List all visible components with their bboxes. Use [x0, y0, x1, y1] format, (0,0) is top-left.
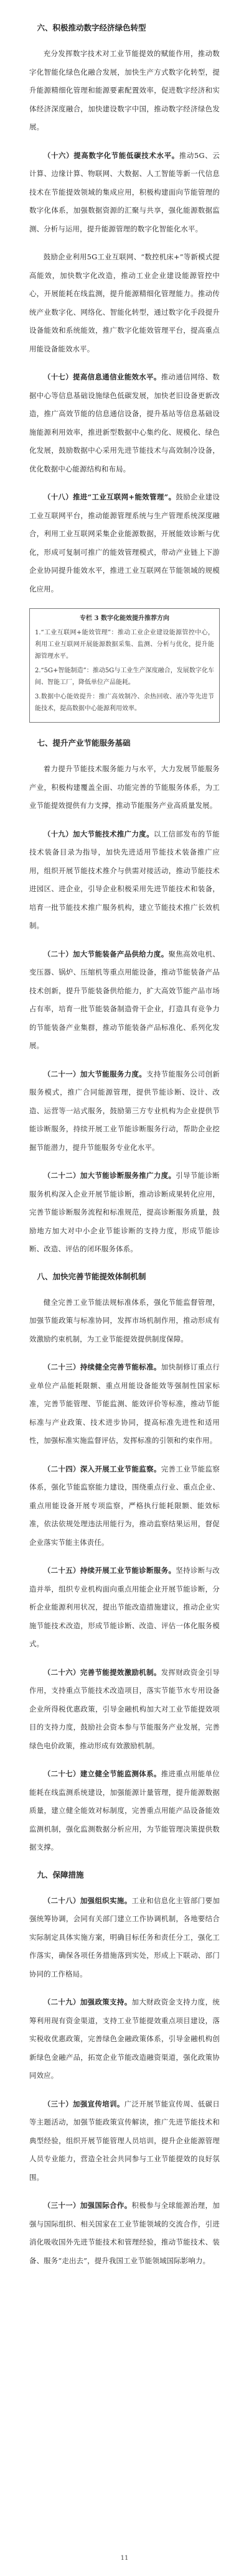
body-paragraph: [29, 1167, 220, 1259]
section-heading: 六、积极推动数字经济绿色转型: [37, 23, 146, 32]
feature-box-item: 2.“5G+智能制造”：推动5G与工业生产深度融合，发展数字化车间、智能工厂，降低单位产品能耗。: [35, 667, 214, 686]
paragraph-lead: （二十六）完善节能提效激励机制。: [43, 1667, 161, 1677]
paragraph-text: 推动通信网络、数据中心等信息基础设施绿色低碳发展，加快老旧设备更新改造，推广高效节能的信息通信设备，提升基站等信息基础设施能源利用效率，推进新型数据中心集约化、规模化、绿色化发展，鼓励数据中心采用先进节能技术与高效制冷设备，优化数据中心能源结构和布局。: [29, 373, 220, 473]
paragraph-text: 以工信部发布的节能技术装备目录为指导，加快先进适用节能技术装备推广应用，组织开展节能技术推介与供需对接活动，推动节能技术进园区、进企业，引导企业积极采用先进节能技术和装备，培育一批节能技术推广服务机构，建立节能技术推广长效机制。: [29, 829, 220, 930]
paragraph-lead: （二十四）深入开展工业节能监察。: [43, 1464, 161, 1473]
body-paragraph: [29, 2197, 220, 2270]
paragraph-text: 加快制修订重点行业单位产品能耗限额、重点用能设备能效等强制性国家标准，完善节能管理、节能监测、能效评价等标准，推动节能标准与产业政策、技术进步协同，提高标准先进性和适用性，加强标准实施监督评估，发挥标准的引领和约束作用。: [29, 1363, 220, 1445]
paragraph-text: 鼓励企业利用5G工业互联网、“数控机床+”等新模式提高能效，加快数字化改造，推动工业企业建设能源管控中心，开展能耗在线监测，提升能源精细化管理能力。推动传统产业数字化、网络化、智能化转型，通过数字化手段提升设备能效和系统能效，推广数字化能效管理平台，提高重点用能设备能效水平。: [29, 253, 220, 353]
section-heading: 九、保障措施: [37, 1869, 84, 1879]
paragraph-text: 鼓励企业建设工业互联网平台，推动能源管理系统与生产管理系统深度融合，利用工业互联网采集企业能源数据，开展能效诊断与优化，形成可复制可推广的能效管理模式，带动产业链上下游企业协同提升能效水平，推进工业互联网在节能领域的规模化应用。: [29, 493, 220, 593]
paragraph-lead: （二十二）加大节能诊断服务推广力度。: [43, 1171, 176, 1180]
paragraph-lead: （十六）提高数字化节能低碳技术水平。: [43, 151, 179, 160]
body-paragraph: [29, 45, 220, 137]
feature-box: [29, 608, 220, 723]
paragraph-text: 充分发挥数字技术对工业节能提效的赋能作用，推动数字化智能化绿色化融合发展，加快生产方式数字化转型，提升能源精细化管理和能源要素配置效率，促进数字经济和实体经济深度融合，加快建设数字中国，推动数字经济绿色发展。: [29, 49, 220, 131]
paragraph-text: 支持节能服务公司创新服务模式，推广合同能源管理，提供节能诊断、设计、改造、运营等一站式服务，鼓励第三方专业机构为企业提供节能诊断服务，持续开展工业节能诊断服务行动，帮助企业挖掘节能潜力，提升节能服务专业化水平。: [29, 1069, 220, 1152]
paragraph-text: 发挥财政资金引导作用，支持重点节能技术改造项目，落实节能节水专用设备企业所得税优惠政策，引导金融机构加大对工业节能提效项目的支持力度，鼓励社会资本参与节能服务产业发展，完善绿色电价政策，推动形成有效激励机制。: [29, 1667, 220, 1750]
paragraph-lead: （二十三）持续健全完善节能标准。: [43, 1363, 161, 1371]
paragraph-lead: （十九）加大节能技术推广力度。: [43, 829, 154, 838]
paragraph-lead: （三十）加强宣传培训。: [43, 2099, 125, 2108]
paragraph-text: 推动5G、云计算、边缘计算、物联网、大数据、人工智能等新一代信息技术在节能提效领域的集成应用，积极构建面向节能管理的数字化体系，加强数据资源的汇聚与共享，强化能源数据监测、分析与运用，提升能源管理的数字化智能化水平。: [29, 151, 220, 233]
paragraph-lead: （二十八）加强组织实施。: [43, 1896, 132, 1905]
document-content: [29, 14, 220, 2280]
body-paragraph: [29, 1562, 220, 1654]
body-paragraph: [29, 825, 220, 935]
paragraph-lead: （二十五）持续开展工业节能诊断服务。: [43, 1566, 176, 1575]
paragraph-text: 坚持诊断与改造并举，组织专业机构面向重点用能企业开展节能诊断，分析企业能源利用状况，提出节能改造措施建议，推动企业实施节能技术改造，形成节能诊断、改造、评估一体化服务模式。: [29, 1566, 220, 1648]
body-paragraph: [29, 1993, 220, 2085]
paragraph-lead: （二十一）加大节能服务力度。: [43, 1069, 147, 1078]
paragraph-lead: （十七）提高信息通信业能效水平。: [43, 373, 161, 381]
body-paragraph: [29, 248, 220, 358]
body-paragraph: [29, 1664, 220, 1756]
feature-box-item: 1.“工业互联网+能效管理”：推动工业企业建设能源管控中心，利用工业互联网开展能源数据采集、监测、分析与优化，提升能源管理水平。: [35, 629, 214, 660]
paragraph-text: 引导节能诊断服务机构深入企业开展节能诊断，推动诊断成果转化应用，完善节能诊断服务流程和标准规范，提高诊断服务质量，鼓励地方加大对中小企业节能诊断的支持力度，形成节能诊断、改造、评估的闭环服务体系。: [29, 1171, 220, 1253]
paragraph-text: 健全完善工业节能法规标准体系，强化节能监督管理，加强节能政策与标准协同，发挥市场机制作用，推动形成有效激励约束机制，为工业节能提效提供制度保障。: [29, 1297, 220, 1343]
paragraph-lead: （二十）加大节能装备产品供给力度。: [43, 949, 169, 958]
paragraph-lead: （二十九）加强政策支持。: [43, 1998, 132, 2006]
body-paragraph: [29, 147, 220, 239]
paragraph-lead: （三十一）加强国际合作。: [43, 2201, 132, 2210]
paragraph-text: 着力提升节能技术服务能力与水平，大力发展节能服务产业，积极构建覆盖全面、功能完善的节能服务体系，为工业节能提效提供有力支撑，推动节能服务产业高质量发展。: [29, 764, 220, 810]
body-paragraph: [29, 368, 220, 478]
body-paragraph: [29, 1294, 220, 1349]
section-heading: 八、加快完善节能提效体制机制: [37, 1271, 146, 1281]
body-paragraph: [29, 760, 220, 815]
paragraph-text: 工业和信息化主管部门要加强统筹协调，会同有关部门建立工作协调机制，各地要结合实际制定具体实施方案，明确目标任务和责任分工，强化工作落实，确保各项任务措施落到实处，形成上下联动、部门协同的工作格局。: [29, 1896, 220, 1978]
feature-box-item: 3.数据中心能效提升：推广高效制冷、余热回收、液冷等先进节能技术，提高数据中心能源利用效率。: [35, 693, 214, 712]
paragraph-lead: （十八）推进“工业互联网+能效管理”。: [43, 493, 176, 501]
section-heading: 七、提升产业节能服务基础: [37, 738, 131, 748]
body-paragraph: [29, 2095, 220, 2187]
paragraph-text: 广泛开展节能宣传周、低碳日等主题活动，加强节能政策宣传解读，推广先进节能技术和典型经验，组织开展节能管理人员培训，提升企业能源管理人员专业能力，营造全社会共同参与工业节能提效的良好氛围。: [29, 2099, 220, 2182]
body-paragraph: [29, 1765, 220, 1857]
body-paragraph: [29, 1892, 220, 1984]
paragraph-text: 聚焦高效电机、变压器、锅炉、压缩机等重点用能设备，推动节能装备产品技术创新，提升节能装备供给能力，扩大高效节能产品市场占有率，培育一批节能装备制造骨干企业，打造具有竞争力的节能装备产业集群，推动节能装备产品标准化、系列化发展。: [29, 949, 220, 1050]
paragraph-lead: （二十七）建立健全节能监测体系。: [43, 1769, 161, 1778]
paragraph-text: 加大财政资金支持力度，统筹利用现有资金渠道，支持工业节能提效重点项目建设，落实税收优惠政策，完善绿色金融政策体系，引导金融机构创新绿色金融产品，拓宽企业节能改造融资渠道，强化政策协同效应。: [29, 1998, 220, 2080]
body-paragraph: [29, 1358, 220, 1450]
paragraph-text: 积极参与全球能源治理，加强与国际组织、相关国家在工业节能领域的交流合作，引进消化吸收国外先进节能技术和管理经验，推动节能技术、装备、服务“走出去”，提升我国工业节能领域国际影响力。: [29, 2201, 220, 2265]
feature-box-title: 专栏 3 数字化能效提升推荐方向: [80, 615, 169, 622]
page-number: 11: [120, 2555, 129, 2562]
paragraph-text: 推进重点用能单位能耗在线监测系统建设，加强能源计量管理，提升能源数据质量，建立健全能效对标制度，完善重点用能产品设备能效监测机制，强化监测数据分析应用，为节能管理决策提供数据支撑。: [29, 1769, 220, 1851]
body-paragraph: [29, 488, 220, 598]
paragraph-text: 完善工业节能监察体系，强化节能监察能力建设，围绕重点行业、重点企业、重点用能设备开展专项监察，严格执行能耗限额、能效标准，依法依规处理违法用能行为，推动监察结果运用，督促企业落实节能主体责任。: [29, 1464, 220, 1547]
body-paragraph: [29, 1065, 220, 1157]
body-paragraph: [29, 1460, 220, 1552]
body-paragraph: [29, 945, 220, 1055]
